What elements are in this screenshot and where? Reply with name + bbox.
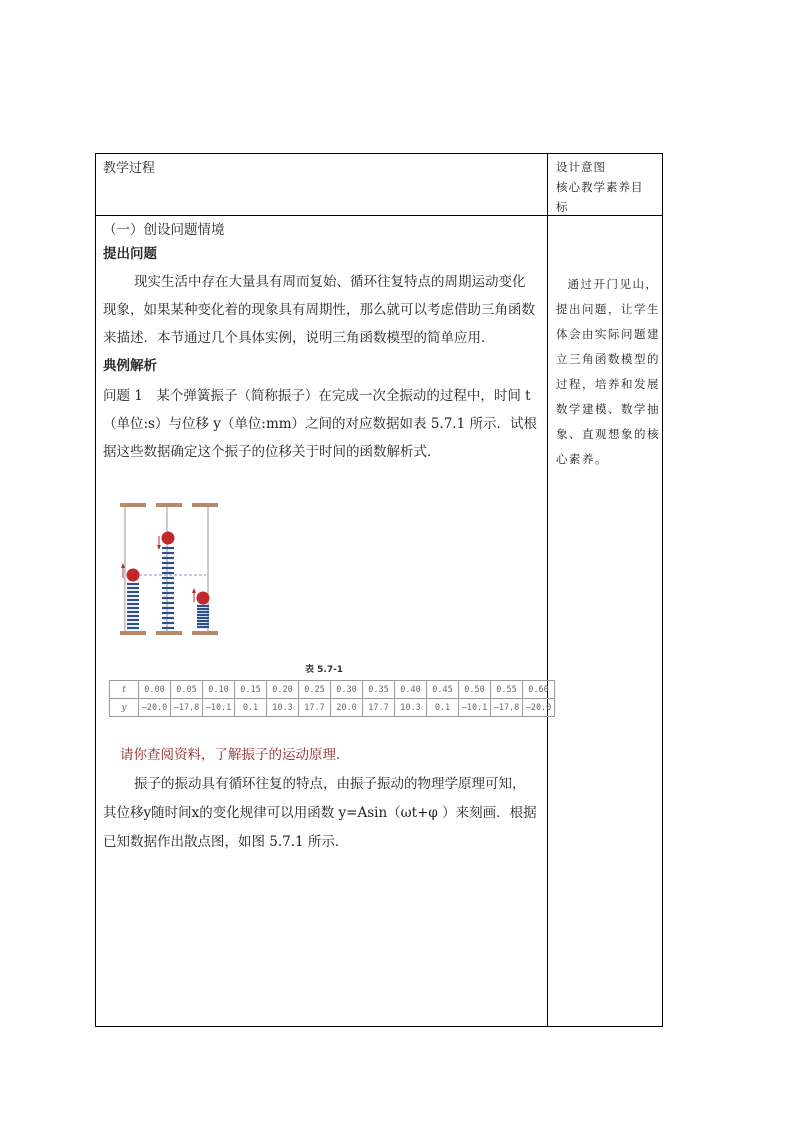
problem-1: 问题 1 某个弹簧振子（简称振子）在完成一次全振动的过程中，时间 t（单位:s）与位移 y（单位:mm）之间的对应数据如表 5.7.1 所示．试根据这些数据确定这个振子的位移关于时间的函数解析式．	[103, 388, 537, 460]
explanation-paragraph: 振子的振动具有循环往复的特点，由振子振动的物理学原理可知，其位移y随时间x的变化规律可以用函数 y=Asin（ωt+φ ）来刻画．根据已知数据作出散点图，如图 5.7.1 所示．	[103, 776, 537, 850]
table-caption: 表 5.7-1	[305, 665, 344, 675]
displacement-table	[109, 680, 555, 717]
section-title: （一）创设问题情境	[103, 222, 225, 238]
intro-paragraph: 现实生活中存在大量具有周而复始、循环往复特点的周期运动变化现象，如果某种变化着的现象具有周期性，那么就可以考虑借助三角函数来描述．本节通过几个具体实例，说明三角函数模型的简单应用．	[103, 274, 535, 346]
explanation	[103, 770, 539, 857]
teaching-content	[103, 218, 539, 466]
header-teaching-process: 教学过程	[103, 161, 156, 176]
column-divider	[547, 153, 548, 1027]
header-design-intent: 设计意图 核心教学素养目 标	[556, 160, 644, 214]
design-intent-text: 通过开门见山，提出问题，让学生体会由实际问题建立三角函数模型的过程，培养和发展数学建模、数学抽象、直观想象的核心素养。	[556, 277, 660, 466]
research-prompt: 请你查阅资料，了解振子的运动原理．	[120, 747, 350, 763]
raise-problem-heading: 提出问题	[103, 246, 157, 262]
table-row: t 0.00 0.05 0.10 0.15 0.20 0.25 0.30 0.35 0.40 0.45 0.50 0.55 0.60	[110, 681, 555, 699]
table-row: y −20.0 −17.8 −10.1 0.1 10.3 17.7 20.0 17.7 10.3 0.1 −10.1 −17.8 −20.0	[110, 699, 555, 717]
example-heading: 典例解析	[103, 358, 157, 374]
spring-oscillator-figure	[114, 500, 224, 640]
